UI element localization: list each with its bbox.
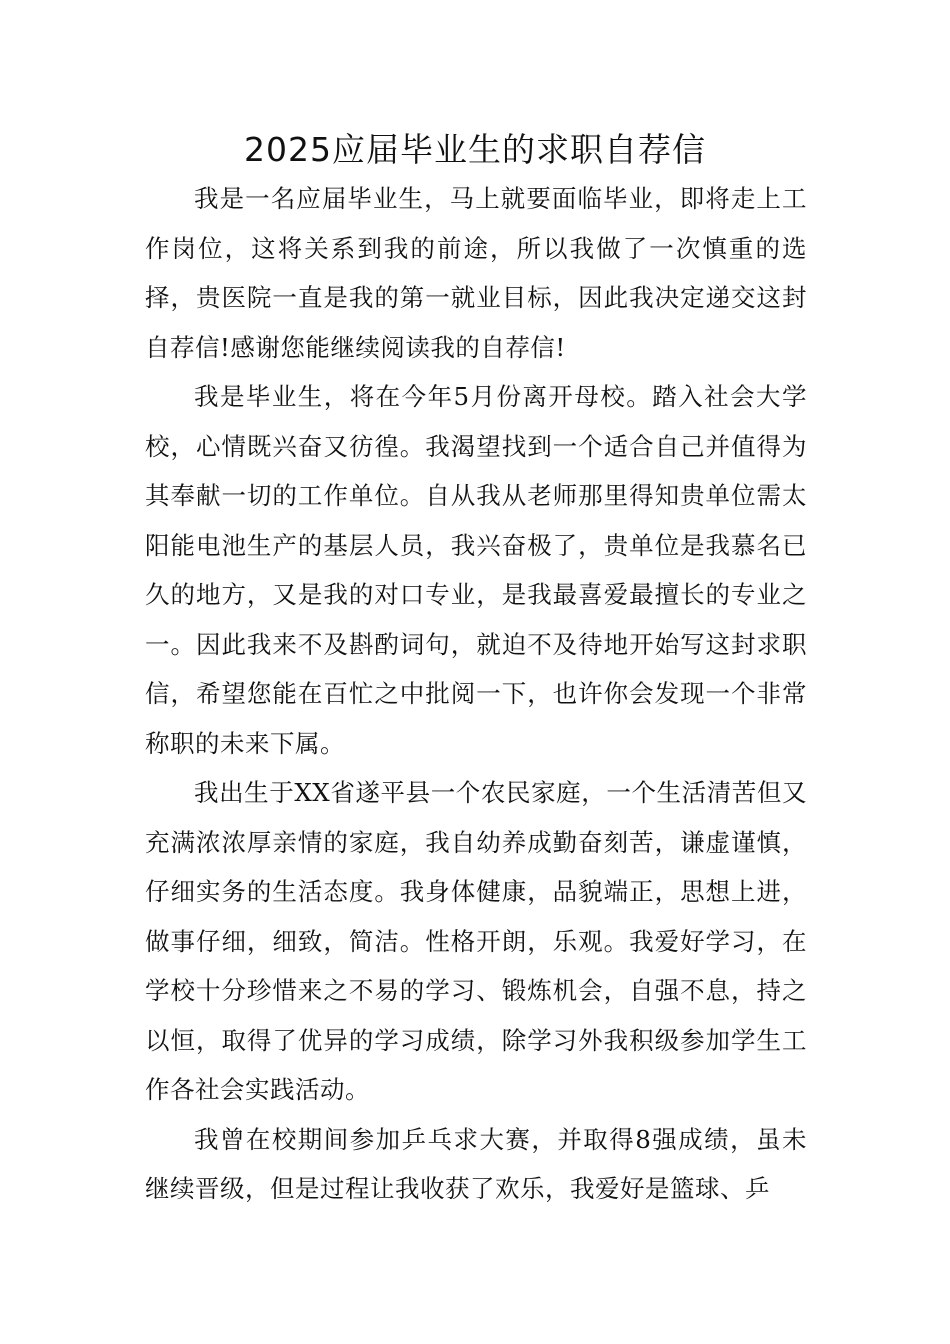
paragraph-3: 我出生于XX省遂平县一个农民家庭，一个生活清苦但又充满浓浓厚亲情的家庭，我自幼养成勤奋刻苦，谦虚谨慎，仔细实务的生活态度。我身体健康，品貌端正，思想上进，做事仔细，细致，简洁。性格开朗，乐观。我爱好学习，在学校十分珍惜来之不易的学习、锻炼机会，自强不息，持之以恒，取得了优异的学习成绩，除学习外我积级参加学生工作各社会实践活动。 [145,778,807,1104]
paragraph-1: 我是一名应届毕业生，马上就要面临毕业，即将走上工作岗位，这将关系到我的前途，所以我做了一次慎重的选择，贵医院一直是我的第一就业目标，因此我决定递交这封自荐信!感谢您能继续阅读我的自荐信! [145,184,807,362]
paragraph-4: 我曾在校期间参加乒乓求大赛，并取得8强成绩，虽未继续晋级，但是过程让我收获了欢乐，我爱好是篮球、乒 [145,1124,807,1203]
paragraph-2: 我是毕业生，将在今年5月份离开母校。踏入社会大学校，心情既兴奋又彷徨。我渴望找到一个适合自己并值得为其奉献一切的工作单位。自从我从老师那里得知贵单位需太阳能电池生产的基层人员，我兴奋极了，贵单位是我慕名已久的地方，又是我的对口专业，是我最喜爱最擅长的专业之一。因此我来不及斟酌词句，就迫不及待地开始写这封求职信，希望您能在百忙之中批阅一下，也许你会发现一个非常称职的未来下属。 [145,382,807,758]
document-title: 2025应届毕业生的求职自荐信 [244,130,706,169]
document-body [145,174,807,1214]
